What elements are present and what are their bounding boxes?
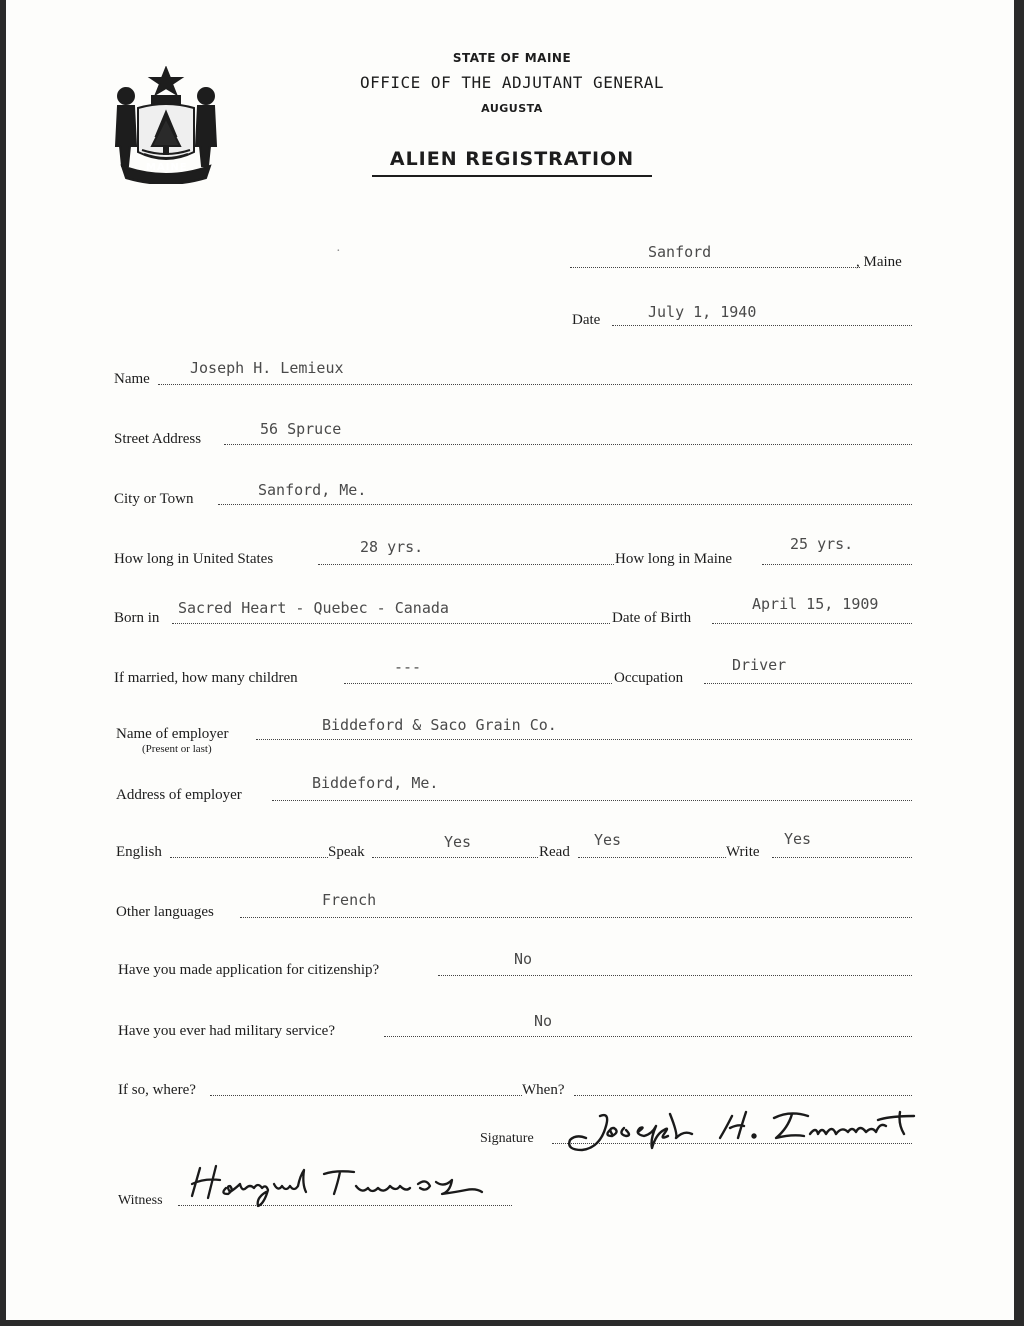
employer-row bbox=[0, 712, 1024, 742]
town-value: Sanford bbox=[648, 243, 712, 261]
witness-label: Witness bbox=[118, 1193, 163, 1208]
citizenship-row bbox=[0, 948, 1024, 978]
citizenship-value: No bbox=[514, 950, 533, 968]
scan-speck: · bbox=[336, 244, 341, 259]
when-dots bbox=[574, 1095, 912, 1096]
military-row bbox=[0, 1009, 1024, 1039]
military-dots bbox=[384, 1036, 912, 1037]
children-value: --- bbox=[394, 658, 422, 676]
write-dots bbox=[772, 857, 912, 858]
employer-dots bbox=[256, 739, 912, 740]
header-state: STATE OF MAINE bbox=[452, 51, 572, 65]
city-row bbox=[0, 477, 1024, 507]
citizenship-dots bbox=[438, 975, 912, 976]
seal-banner-text: MAINE bbox=[146, 162, 188, 173]
military-label: Have you ever had military service? bbox=[118, 1023, 335, 1039]
english-label: English bbox=[116, 844, 162, 860]
date-row bbox=[0, 298, 1024, 328]
town-row bbox=[0, 240, 1024, 270]
city-dots bbox=[218, 504, 912, 505]
employer-label: Name of employer bbox=[116, 726, 229, 742]
town-suffix: , Maine bbox=[856, 254, 902, 270]
english-dots bbox=[170, 857, 328, 858]
employer-sublabel: (Present or last) bbox=[142, 743, 212, 755]
street-row bbox=[0, 417, 1024, 447]
date-label: Date bbox=[572, 312, 601, 328]
where-row bbox=[0, 1068, 1024, 1098]
maine-value: 25 yrs. bbox=[790, 535, 854, 553]
name-label: Name bbox=[114, 371, 150, 387]
us-value: 28 yrs. bbox=[360, 538, 424, 556]
maine-dots bbox=[762, 564, 912, 565]
city-value: Sanford, Me. bbox=[258, 481, 367, 499]
street-label: Street Address bbox=[114, 431, 202, 447]
write-value: Yes bbox=[784, 830, 812, 848]
birth-row bbox=[0, 596, 1024, 626]
speak-label: Speak bbox=[328, 844, 365, 860]
occupation-value: Driver bbox=[732, 656, 787, 674]
header-city: AUGUSTA bbox=[481, 102, 543, 115]
children-label: If married, how many children bbox=[114, 670, 298, 686]
employer-address-value: Biddeford, Me. bbox=[312, 774, 439, 792]
born-value: Sacred Heart - Quebec - Canada bbox=[178, 599, 449, 617]
occupation-label: Occupation bbox=[614, 670, 684, 686]
maine-label: How long in Maine bbox=[615, 551, 733, 567]
where-label: If so, where? bbox=[118, 1082, 196, 1098]
employer-address-label: Address of employer bbox=[116, 787, 242, 803]
children-dots bbox=[344, 683, 612, 684]
scan-edge-bottom bbox=[0, 1320, 1024, 1326]
born-label: Born in bbox=[114, 610, 160, 626]
title-underline bbox=[372, 175, 652, 177]
employer-address-dots bbox=[272, 800, 912, 801]
date-value: July 1, 1940 bbox=[648, 303, 757, 321]
citizenship-label: Have you made application for citizenship? bbox=[118, 962, 380, 978]
town-dots bbox=[570, 267, 860, 268]
when-label: When? bbox=[522, 1082, 565, 1098]
read-dots bbox=[578, 857, 726, 858]
write-label: Write bbox=[726, 844, 760, 860]
header-office: OFFICE OF THE ADJUTANT GENERAL bbox=[360, 73, 664, 92]
languages-row bbox=[0, 890, 1024, 920]
street-dots bbox=[224, 444, 912, 445]
us-label: How long in United States bbox=[114, 551, 274, 567]
name-row bbox=[0, 357, 1024, 387]
date-dots bbox=[612, 325, 912, 326]
name-dots bbox=[158, 384, 912, 385]
languages-label: Other languages bbox=[116, 904, 214, 920]
street-value: 56 Spruce bbox=[260, 420, 342, 438]
where-dots bbox=[210, 1095, 522, 1096]
occupation-dots bbox=[704, 683, 912, 684]
languages-value: French bbox=[322, 891, 377, 909]
signature-label: Signature bbox=[480, 1131, 534, 1146]
applicant-signature-icon bbox=[560, 1104, 932, 1158]
languages-dots bbox=[240, 917, 912, 918]
employer-address-row bbox=[0, 773, 1024, 803]
witness-row bbox=[0, 1178, 1024, 1208]
speak-value: Yes bbox=[444, 833, 472, 851]
witness-signature-icon bbox=[186, 1162, 486, 1212]
speak-dots bbox=[372, 857, 538, 858]
us-dots bbox=[318, 564, 614, 565]
dob-dots bbox=[712, 623, 912, 624]
city-label: City or Town bbox=[114, 491, 194, 507]
form-title: ALIEN REGISTRATION bbox=[389, 148, 635, 170]
read-label: Read bbox=[539, 844, 570, 860]
military-value: No bbox=[534, 1012, 553, 1030]
name-value: Joseph H. Lemieux bbox=[190, 359, 344, 377]
read-value: Yes bbox=[594, 831, 622, 849]
dob-label: Date of Birth bbox=[612, 610, 692, 626]
family-row bbox=[0, 656, 1024, 686]
dob-value: April 15, 1909 bbox=[752, 595, 879, 613]
born-dots bbox=[172, 623, 610, 624]
residence-row bbox=[0, 537, 1024, 567]
employer-value: Biddeford & Saco Grain Co. bbox=[322, 716, 557, 734]
english-row bbox=[0, 830, 1024, 860]
